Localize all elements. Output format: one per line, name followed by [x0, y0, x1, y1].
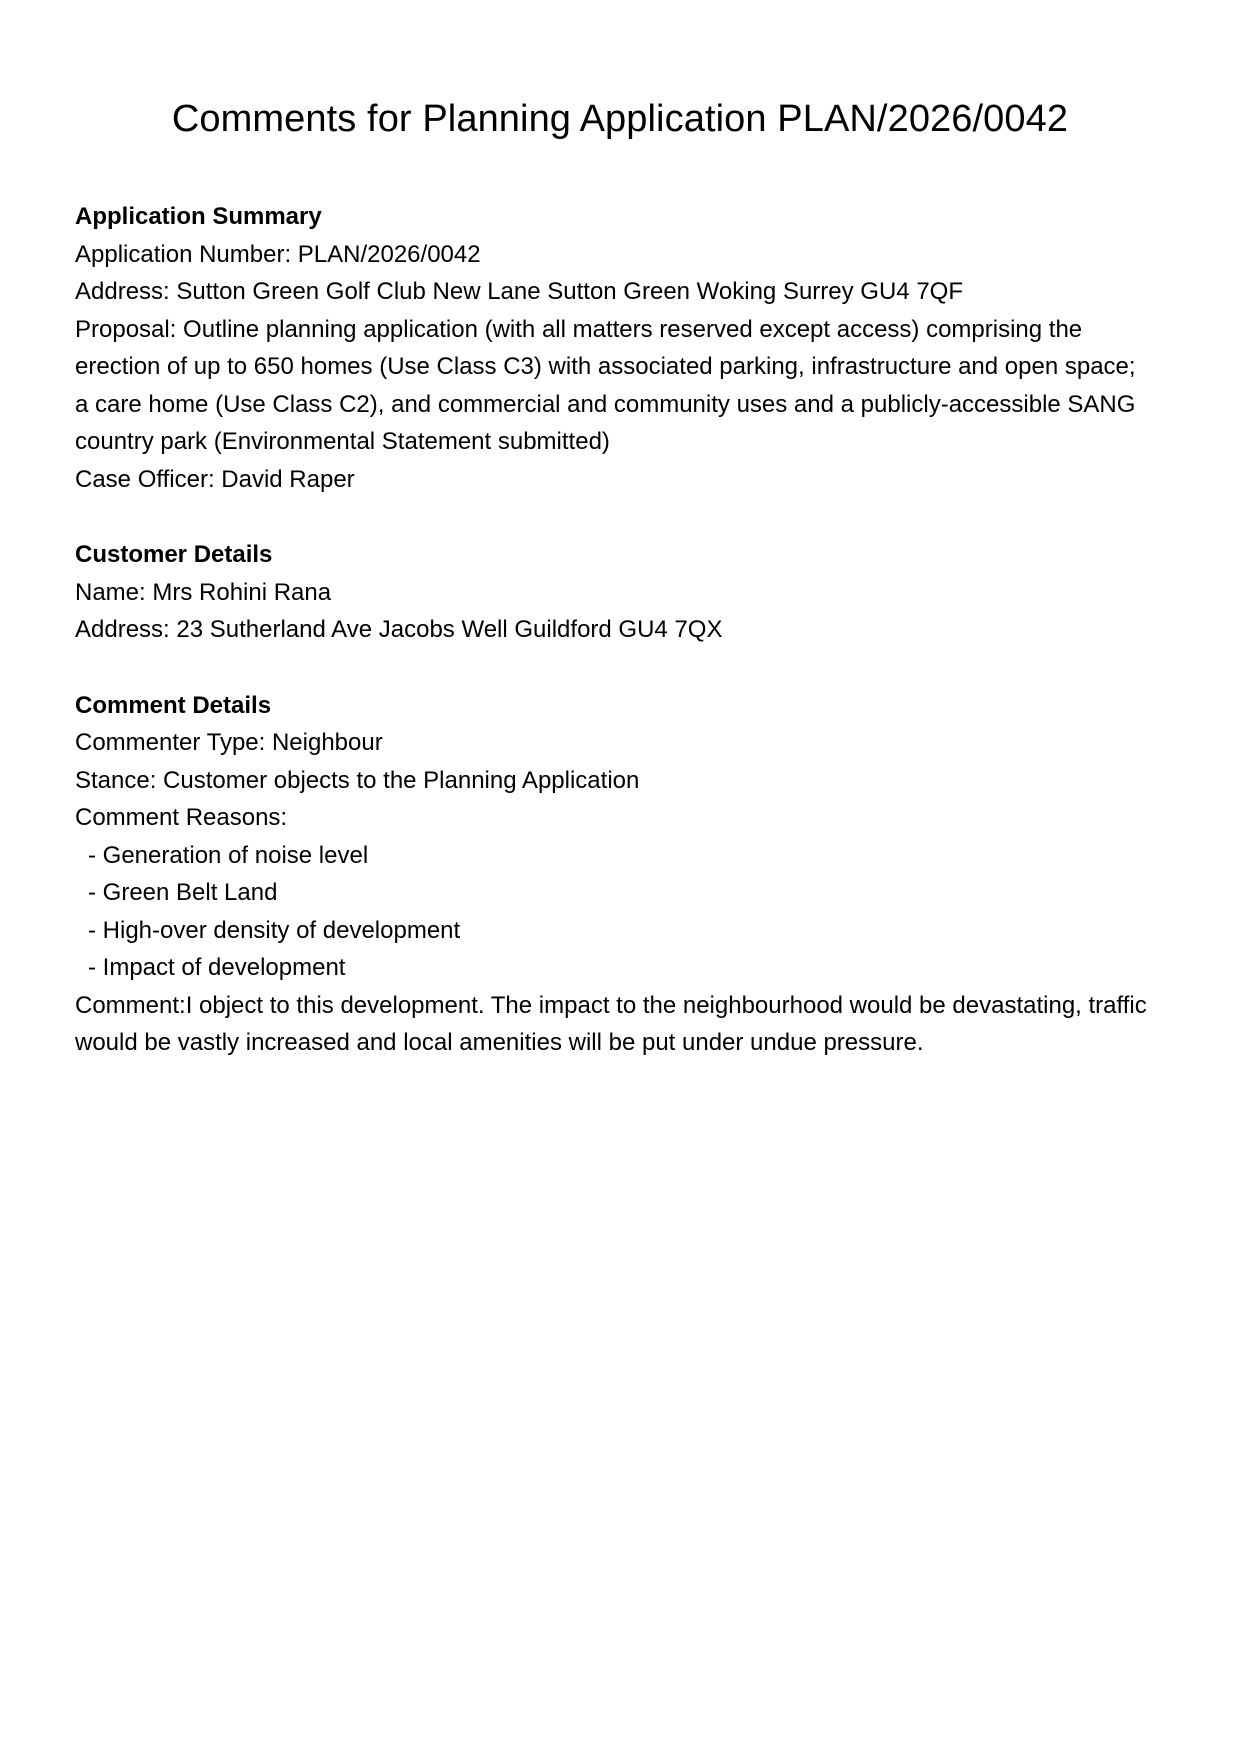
application-summary-heading: Application Summary	[75, 203, 322, 230]
comment-details-section	[75, 687, 1155, 1062]
list-item: - Impact of development	[88, 954, 346, 981]
list-item: - Green Belt Land	[88, 879, 278, 906]
comment-details-heading: Comment Details	[75, 691, 272, 719]
application-number: Application Number: PLAN/2026/0042	[75, 240, 481, 268]
comment-reasons-label: Comment Reasons:	[75, 804, 288, 831]
application-address: Address: Sutton Green Golf Club New Lane Sutton Green Woking Surrey GU4 7QF	[75, 278, 963, 305]
customer-address: Address: 23 Sutherland Ave Jacobs Well Guildford GU4 7QX	[75, 616, 723, 643]
page-title: Comments for Planning Application PLAN/2026/0042	[171, 98, 1069, 140]
comment-text: Comment:I object to this development. The impact to the neighbourhood would be devastating, traffic would be vastly increased and local amenities will be put under undue pressure.	[75, 991, 1147, 1056]
list-item: - Generation of noise level	[88, 841, 369, 869]
customer-details-heading: Customer Details	[75, 541, 273, 568]
customer-details-section	[75, 536, 1155, 649]
list-item: - High-over density of development	[88, 916, 461, 944]
case-officer: Case Officer: David Raper	[75, 465, 355, 493]
stance: Stance: Customer objects to the Planning Application	[75, 766, 640, 794]
document-body	[75, 198, 1155, 1100]
comment-reasons-list	[75, 837, 1155, 987]
customer-name: Name: Mrs Rohini Rana	[75, 578, 332, 606]
application-summary-section	[75, 198, 1155, 498]
commenter-type: Commenter Type: Neighbour	[75, 729, 383, 756]
application-proposal: Proposal: Outline planning application (with all matters reserved except access) comprising the erection of up to 650 homes (Use Class C3) with associated parking, infrastructure and open space; a care home (Use Class C2), and commercial and community uses and a publicly-accessible SANG country park (Environmental Statement submitted)	[75, 315, 1136, 455]
